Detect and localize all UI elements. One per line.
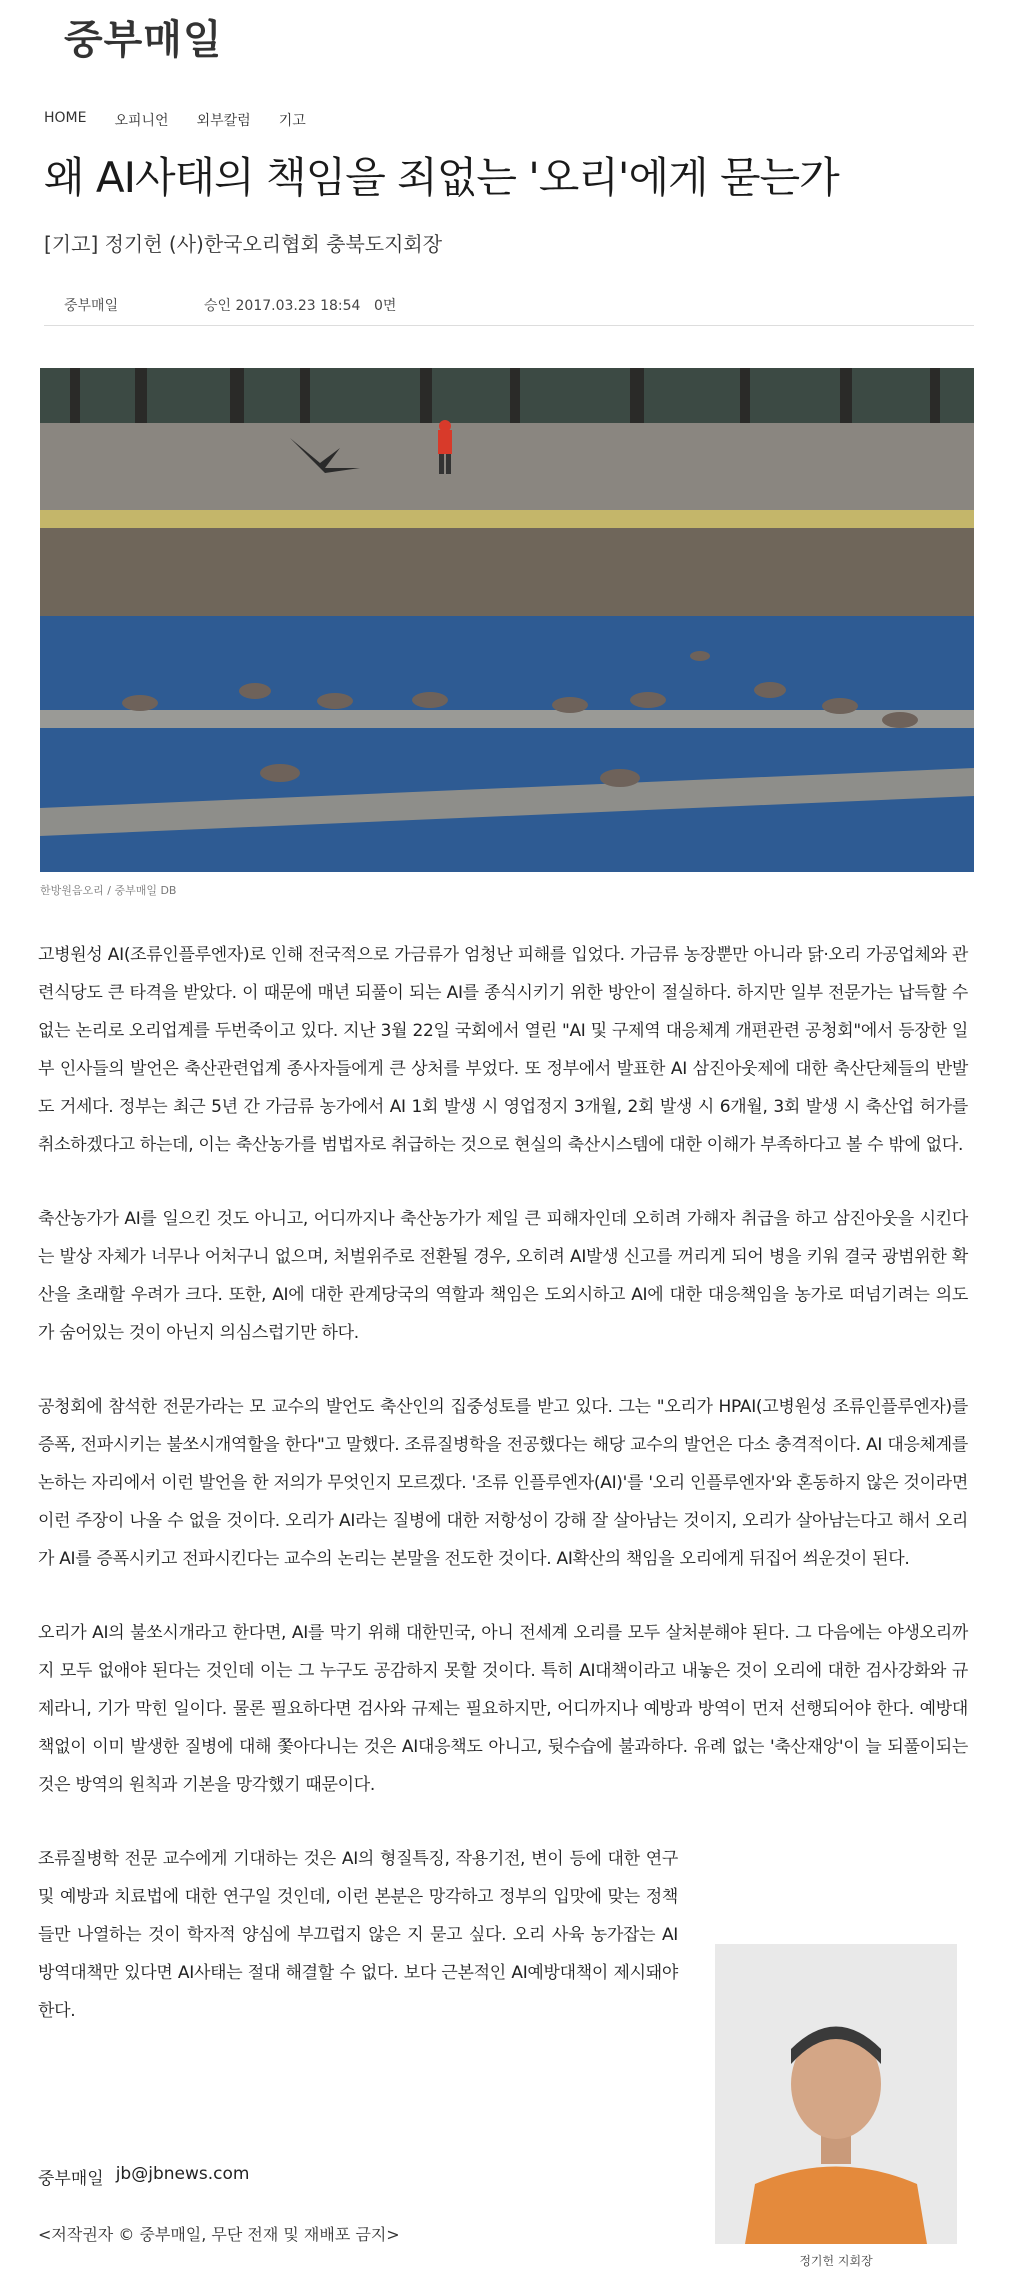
article-subhead: [기고] 정기헌 (사)한국오리협회 충북도지회장 [44, 232, 443, 256]
byline [38, 2164, 249, 2189]
nav-external-column[interactable]: 외부칼럼 [196, 113, 251, 129]
photo-caption: 한방원음오리 / 중부매일 DB [40, 884, 177, 897]
author-portrait [715, 1944, 957, 2244]
photo-reeds [40, 528, 974, 618]
article-headline: 왜 AI사태의 책임을 죄없는 '오리'에게 묻는가 [44, 153, 839, 202]
nav-home[interactable]: HOME [44, 110, 87, 126]
portrait-caption: 정기헌 지회장 [799, 2254, 873, 2268]
photo-water [40, 616, 974, 872]
portrait-shirt [745, 2167, 927, 2245]
article-paragraph: 오리가 AI의 불쏘시개라고 한다면, AI를 막기 위해 대한민국, 아니 전세계 오리를 모두 살처분해야 된다. 그 다음에는 야생오리까지 모두 없애야 된다는 것인데 이는 그 누구도 공감하지 못할 것이다. 특히 AI대책이라고 내놓은 것이 오리에 대한 검사강화와 규제라니, 기가 막힌 일이다. 물론 필요하다면 검사와 규제는 필요하지만, 어디까지나 예방과 방역이 먼저 선행되어야 한다. 예방대책없이 이미 발생한 질병에 대해 쫓아다니는 것은 AI대응책도 아니고, 뒷수습에 불과하다. 유례 없는 '축산재앙'이 늘 되풀이되는 것은 방역의 원칙과 기본을 망각했기 때문이다. [38, 1623, 968, 1795]
article-meta [44, 285, 974, 326]
meta-page: 0면 [374, 298, 397, 314]
nav-opinion[interactable]: 오피니언 [114, 113, 169, 129]
breadcrumb-nav [44, 110, 306, 130]
byline-email[interactable]: jb@jbnews.com [115, 2164, 250, 2184]
meta-date: 승인 2017.03.23 18:54 [204, 298, 361, 314]
nav-contribution[interactable]: 기고 [278, 113, 306, 129]
copyright-notice: <저작권자 © 중부매일, 무단 전재 및 재배포 금지> [38, 2225, 400, 2244]
site-logo[interactable]: 중부매일 [64, 17, 223, 63]
article-photo [40, 368, 974, 872]
photo-embankment [40, 423, 974, 518]
article-body [38, 936, 968, 2066]
article-paragraph: 조류질병학 전문 교수에게 기대하는 것은 AI의 형질특징, 작용기전, 변이 등에 대한 연구 및 예방과 치료법에 대한 연구일 것인데, 이런 본분은 망각하고 정부의 입맛에 맞는 정책들만 나열하는 것이 학자적 양심에 부끄럽지 않은 지 묻고 싶다. 오리 사육 농가잡는 AI 방역대책만 있다면 AI사태는 절대 해결할 수 없다. 보다 근본적인 AI예방대책이 제시돼야 한다. [38, 1849, 678, 2021]
meta-source: 중부매일 [64, 298, 119, 314]
article-paragraph: 고병원성 AI(조류인플루엔자)로 인해 전국적으로 가금류가 엄청난 피해를 입었다. 가금류 농장뿐만 아니라 닭·오리 가공업체와 관련식당도 큰 타격을 받았다. 이 때문에 매년 되풀이 되는 AI를 종식시키기 위한 방안이 절실하다. 하지만 일부 전문가는 납득할 수 없는 논리로 오리업계를 두번죽이고 있다. 지난 3월 22일 국회에서 열린 "AI 및 구제역 대응체계 개편관련 공청회"에서 등장한 일부 인사들의 발언은 축산관련업계 종사자들에게 큰 상처를 부었다. 또 정부에서 발표한 AI 삼진아웃제에 대한 축산단체들의 반발도 거세다. 정부는 최근 5년 간 가금류 농가에서 AI 1회 발생 시 영업정지 3개월, 2회 발생 시 6개월, 3회 발생 시 축산업 허가를 취소하겠다고 하는데, 이는 축산농가를 범법자로 취급하는 것으로 현실의 축산시스템에 대한 이해가 부족하다고 볼 수 밖에 없다. [38, 945, 968, 1155]
article-paragraph: 공청회에 참석한 전문가라는 모 교수의 발언도 축산인의 집중성토를 받고 있다. 그는 "오리가 HPAI(고병원성 조류인플루엔자)를 증폭, 전파시키는 불쏘시개역할을 한다"고 말했다. 조류질병학을 전공했다는 해당 교수의 발언은 다소 충격적이다. AI 대응체계를 논하는 자리에서 이런 발언을 한 저의가 무엇인지 모르겠다. '조류 인플루엔자(AI)'를 '오리 인플루엔자'와 혼동하지 않은 것이라면 이런 주장이 나올 수 없을 것이다. 오리가 AI라는 질병에 대한 저항성이 강해 잘 살아남는 것이지, 오리가 살아남는다고 해서 오리가 AI를 증폭시키고 전파시킨다는 교수의 논리는 본말을 전도한 것이다. AI확산의 책임을 오리에게 뒤집어 씌운것이 된다. [38, 1397, 968, 1569]
photo-treeline [40, 368, 974, 428]
byline-source: 중부매일 [38, 2169, 104, 2189]
article-paragraph: 축산농가가 AI를 일으킨 것도 아니고, 어디까지나 축산농가가 제일 큰 피해자인데 오히려 가해자 취급을 하고 삼진아웃을 시킨다는 발상 자체가 너무나 어처구니 없으며, 처벌위주로 전환될 경우, 오히려 AI발생 신고를 꺼리게 되어 병을 키워 결국 광범위한 확산을 초래할 우려가 크다. 또한, AI에 대한 관계당국의 역할과 책임은 도외시하고 AI에 대한 대응책임을 농가로 떠넘기려는 의도가 숨어있는 것이 아닌지 의심스럽기만 하다. [38, 1209, 968, 1343]
